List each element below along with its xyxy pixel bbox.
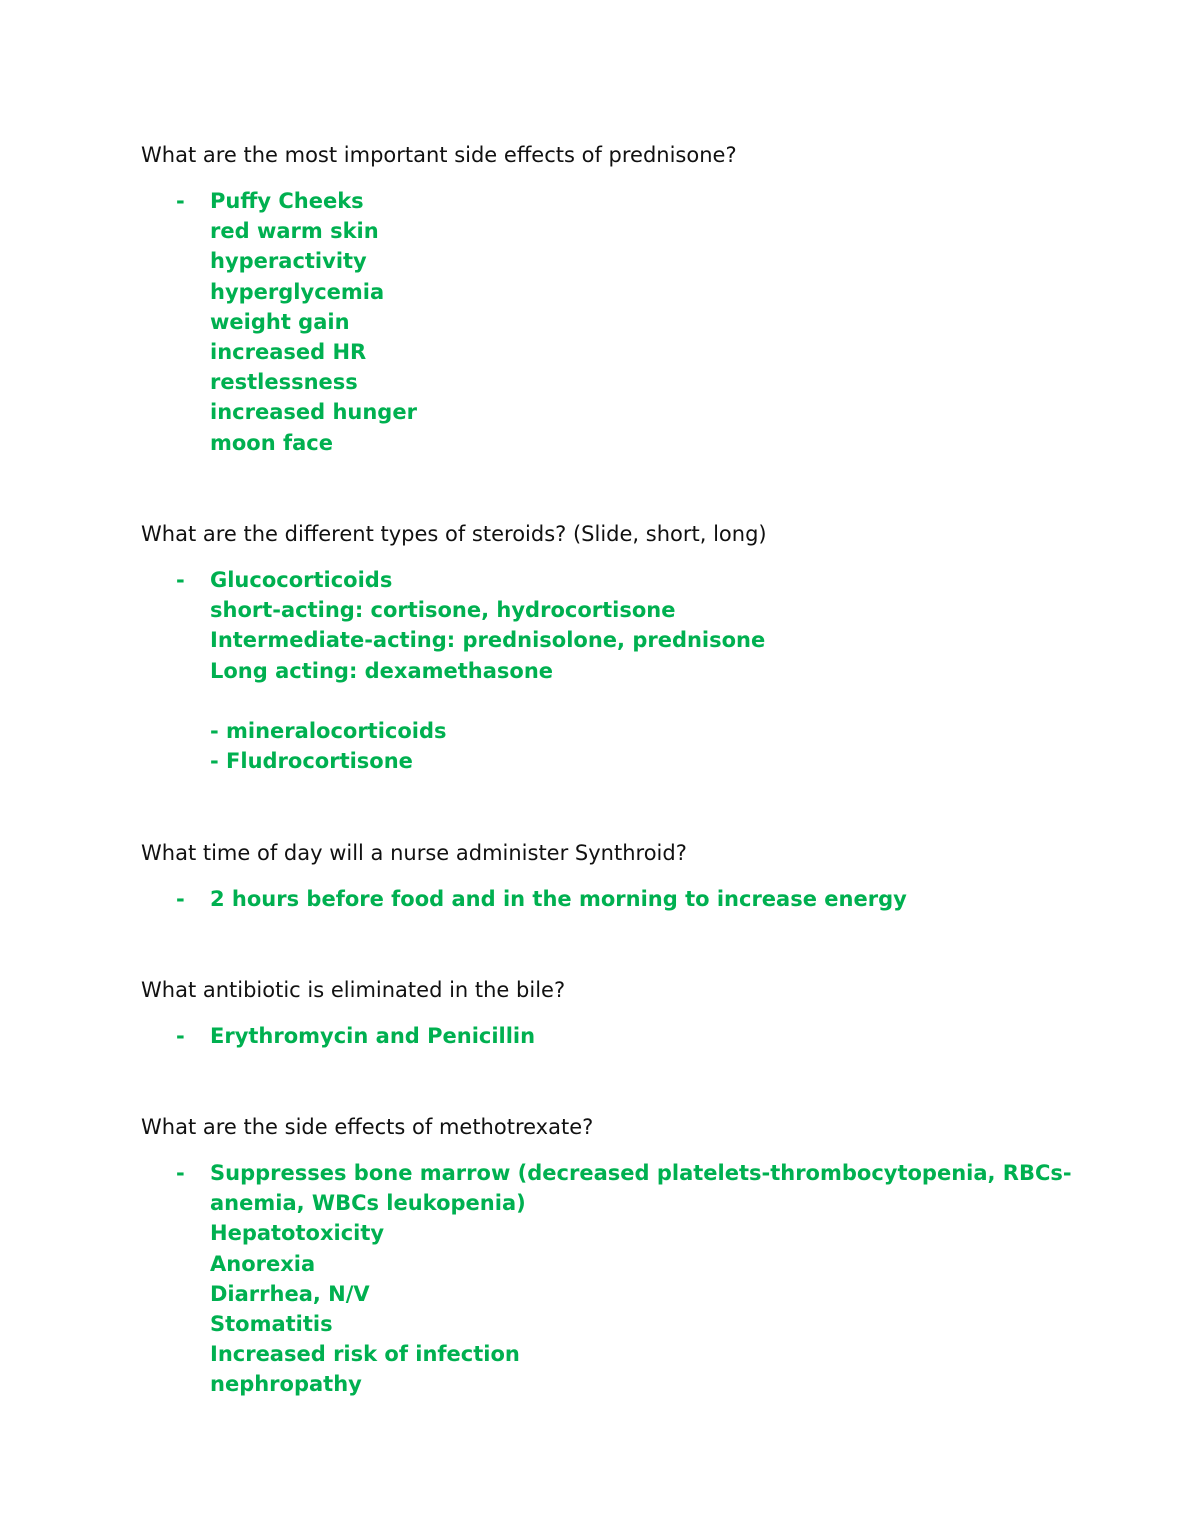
answer-lines: [210, 1158, 1072, 1400]
answer-2: [176, 565, 1036, 776]
answer-line: Puffy Cheeks: [210, 189, 364, 213]
question-2: What are the different types of steroids? (Slide, short, long): [141, 522, 767, 546]
answer-line: Anorexia: [210, 1251, 316, 1276]
question-5: What are the side effects of methotrexate?: [141, 1115, 594, 1139]
question-4: What antibiotic is eliminated in the bile?: [141, 978, 566, 1002]
answer-lines: [210, 565, 1036, 776]
answer-line: nephropathy: [210, 1372, 362, 1397]
answer-line: hyperactivity: [210, 249, 367, 274]
answer-3: [176, 884, 1036, 914]
answer-1: [176, 186, 1036, 458]
answer-line: Erythromycin and Penicillin: [210, 1024, 536, 1048]
answer-line: Diarrhea, N/V: [210, 1281, 370, 1306]
answer-line: restlessness: [210, 370, 358, 395]
answer-line: Long acting: dexamethasone: [210, 658, 554, 683]
answer-line: weight gain: [210, 309, 350, 334]
answer-line: Suppresses bone marrow (decreased platelets-thrombocytopenia, RBCs-: [210, 1161, 1072, 1185]
answer-4: [176, 1021, 1036, 1051]
answer-bullet: -: [176, 1024, 185, 1048]
answer-bullet: -: [176, 568, 185, 592]
answer-bullet: -: [176, 887, 185, 911]
answer-line: - mineralocorticoids: [210, 719, 447, 743]
blank-line: [210, 686, 1036, 716]
question-1: What are the most important side effects of prednisone?: [141, 143, 737, 167]
answer-line: short-acting: cortisone, hydrocortisone: [210, 598, 676, 623]
answer-line: Intermediate-acting: prednisolone, prednisone: [210, 628, 766, 653]
answer-line: - Fludrocortisone: [210, 749, 413, 774]
answer-line: Hepatotoxicity: [210, 1221, 385, 1246]
answer-line: moon face: [210, 430, 333, 455]
answer-bullet: -: [176, 189, 185, 213]
answer-bullet: -: [176, 1161, 185, 1185]
answer-lines: [210, 1021, 1036, 1051]
answer-line: increased hunger: [210, 400, 417, 425]
question-3: What time of day will a nurse administer Synthroid?: [141, 841, 687, 865]
answer-line: increased HR: [210, 340, 367, 365]
answer-line: Glucocorticoids: [210, 568, 393, 592]
answer-lines: [210, 186, 1036, 458]
answer-line: 2 hours before food and in the morning to increase energy: [210, 887, 907, 911]
answer-5: [176, 1158, 1072, 1400]
answer-line: Stomatitis: [210, 1312, 333, 1337]
answer-line: anemia, WBCs leukopenia): [210, 1191, 526, 1216]
answer-line: hyperglycemia: [210, 279, 385, 304]
answer-lines: [210, 884, 1036, 914]
answer-line: Increased risk of infection: [210, 1342, 520, 1367]
answer-line: red warm skin: [210, 219, 379, 244]
